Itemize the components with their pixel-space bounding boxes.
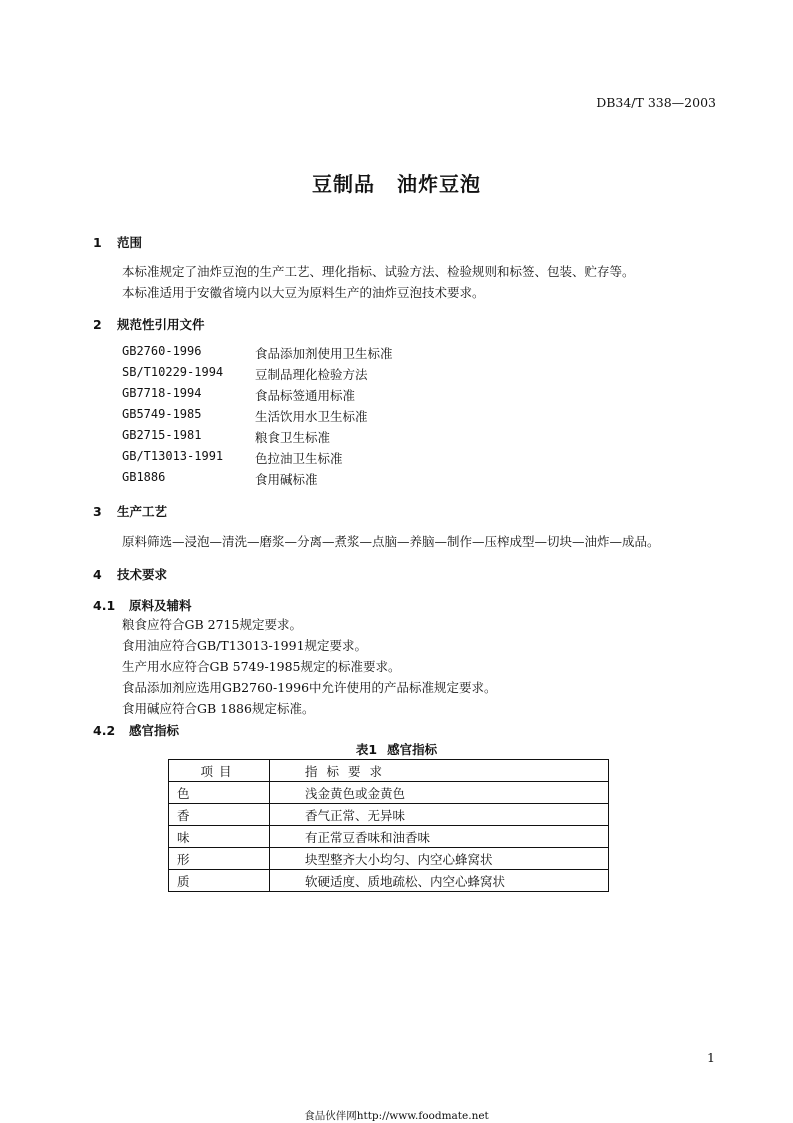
- table-row: [169, 804, 609, 826]
- sensory-table: [168, 759, 609, 892]
- section-number: 4.1: [93, 598, 116, 613]
- footer-source: 食品伙伴网http://www.foodmate.net: [304, 1110, 489, 1122]
- cell-item: 味: [169, 826, 270, 848]
- title-part-2: 油炸豆泡: [397, 172, 481, 196]
- cell-item: 色: [169, 782, 270, 804]
- reference-code: GB1886: [122, 470, 166, 484]
- reference-name: 色拉油卫生标准: [255, 451, 343, 466]
- section-4-2-heading: [93, 721, 179, 739]
- table-row: [169, 782, 609, 804]
- section-1-body: [122, 261, 635, 303]
- section-title: 技术要求: [117, 567, 168, 582]
- reference-row: [122, 449, 393, 470]
- reference-code: SB/T10229-1994: [122, 365, 224, 379]
- title-part-1: 豆制品: [312, 172, 375, 196]
- reference-name: 食品添加剂使用卫生标准: [255, 346, 393, 361]
- section-4-heading: [93, 565, 167, 583]
- section-number: 4.2: [93, 723, 116, 738]
- table-caption-number: 表1: [355, 742, 378, 757]
- cell-requirement: 浅金黄色或金黄色: [270, 782, 609, 804]
- column-header-requirement: 指标要求: [270, 760, 609, 782]
- paragraph-line: 本标准规定了油炸豆泡的生产工艺、理化指标、试验方法、检验规则和标签、包装、贮存等。: [122, 264, 635, 279]
- table-header-row: [169, 760, 609, 782]
- section-number: 2: [93, 317, 102, 332]
- section-number: 4: [93, 567, 102, 582]
- reference-name: 豆制品理化检验方法: [255, 367, 368, 382]
- table-caption: [0, 740, 793, 758]
- reference-row: [122, 365, 393, 386]
- reference-code: GB2715-1981: [122, 428, 202, 442]
- section-title: 原料及辅料: [129, 598, 192, 613]
- table-caption-title: 感官指标: [387, 742, 438, 757]
- standard-code: DB34/T 338—2003: [596, 95, 716, 110]
- section-1-heading: [93, 233, 142, 251]
- reference-name: 粮食卫生标准: [255, 430, 331, 445]
- section-title: 感官指标: [129, 723, 180, 738]
- cell-requirement: 软硬适度、质地疏松、内空心蜂窝状: [270, 870, 609, 892]
- reference-row: [122, 428, 393, 449]
- reference-name: 食用碱标准: [255, 472, 318, 487]
- document-title: [0, 168, 793, 197]
- section-number: 1: [93, 235, 102, 250]
- paragraph-line: 粮食应符合GB 2715规定要求。: [122, 617, 302, 632]
- reference-code: GB5749-1985: [122, 407, 202, 421]
- reference-code: GB/T13013-1991: [122, 449, 224, 463]
- paragraph-line: 原料筛选—浸泡—清洗—磨浆—分离—煮浆—点脑—养脑—制作—压榨成型—切块—油炸—成品。: [122, 534, 660, 549]
- table-row: [169, 870, 609, 892]
- paragraph-line: 食用碱应符合GB 1886规定标准。: [122, 701, 315, 716]
- reference-row: [122, 386, 393, 407]
- reference-name: 生活饮用水卫生标准: [255, 409, 368, 424]
- reference-name: 食品标签通用标准: [255, 388, 356, 403]
- reference-row: [122, 407, 393, 428]
- reference-row: [122, 470, 393, 491]
- section-title: 生产工艺: [117, 504, 168, 519]
- table-row: [169, 826, 609, 848]
- paragraph-line: 食用油应符合GB/T13013-1991规定要求。: [122, 638, 368, 653]
- paragraph-line: 本标准适用于安徽省境内以大豆为原料生产的油炸豆泡技术要求。: [122, 285, 485, 300]
- section-4-1-body: [122, 614, 497, 719]
- section-3-heading: [93, 502, 167, 520]
- section-2-heading: [93, 315, 205, 333]
- section-number: 3: [93, 504, 102, 519]
- paragraph-line: 生产用水应符合GB 5749-1985规定的标准要求。: [122, 659, 401, 674]
- cell-requirement: 香气正常、无异味: [270, 804, 609, 826]
- cell-requirement: 块型整齐大小均匀、内空心蜂窝状: [270, 848, 609, 870]
- section-title: 规范性引用文件: [117, 317, 205, 332]
- page-number: 1: [707, 1050, 715, 1065]
- reference-code: GB2760-1996: [122, 344, 202, 358]
- paragraph-line: 食品添加剂应选用GB2760-1996中允许使用的产品标准规定要求。: [122, 680, 497, 695]
- section-title: 范围: [117, 235, 143, 250]
- reference-row: [122, 344, 393, 365]
- reference-code: GB7718-1994: [122, 386, 202, 400]
- cell-requirement: 有正常豆香味和油香味: [270, 826, 609, 848]
- cell-item: 香: [169, 804, 270, 826]
- reference-list: [122, 344, 393, 491]
- section-4-1-heading: [93, 596, 192, 614]
- column-header-item: 项目: [169, 760, 270, 782]
- cell-item: 质: [169, 870, 270, 892]
- section-3-body: [122, 531, 660, 552]
- table-row: [169, 848, 609, 870]
- cell-item: 形: [169, 848, 270, 870]
